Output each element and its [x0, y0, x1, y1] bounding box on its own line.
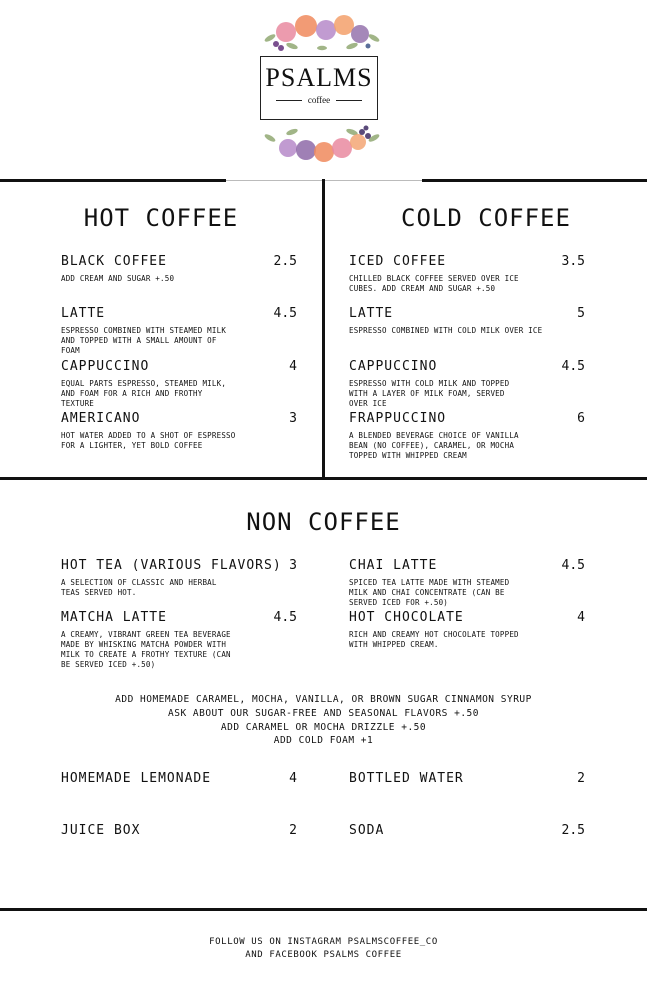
logo-divider-left: [276, 100, 302, 101]
item-price: 5: [577, 306, 585, 321]
item-name: ICED COFFEE: [349, 254, 447, 269]
floral-wreath-bottom: [262, 124, 382, 170]
item-price: 3.5: [561, 254, 585, 269]
item-description: A BLENDED BEVERAGE CHOICE OF VANILLA BEAN (NO COFFEE), CARAMEL, OR MOCHA TOPPED WITH WHIPPED CREAM: [349, 431, 519, 460]
item-description: CHILLED BLACK COFFEE SERVED OVER ICE CUBES. ADD CREAM AND SUGAR +.50: [349, 274, 519, 293]
item-name: AMERICANO: [61, 411, 141, 426]
addon-line: ASK ABOUT OUR SUGAR-FREE AND SEASONAL FLAVORS +.50: [168, 708, 479, 719]
item-name: LATTE: [349, 306, 394, 321]
item-description: RICH AND CREAMY HOT CHOCOLATE TOPPED WITH WHIPPED CREAM.: [349, 630, 519, 649]
item-price: 4: [289, 771, 297, 786]
logo-divider-right: [336, 100, 362, 101]
item-price: 2: [577, 771, 585, 786]
item-description: ADD CREAM AND SUGAR +.50: [61, 274, 175, 283]
item-description: EQUAL PARTS ESPRESSO, STEAMED MILK, AND FOAM FOR A RICH AND FROTHY TEXTURE: [61, 379, 227, 408]
item-description: HOT WATER ADDED TO A SHOT OF ESPRESSO FOR A LIGHTER, YET BOLD COFFEE: [61, 431, 236, 450]
item-price: 4.5: [561, 359, 585, 374]
item-name: SODA: [349, 823, 385, 838]
item-name: MATCHA LATTE: [61, 610, 167, 625]
logo: [260, 56, 378, 120]
item-description: ESPRESSO WITH COLD MILK AND TOPPED WITH A LAYER OF MILK FOAM, SERVED OVER ICE: [349, 379, 510, 408]
addon-line: ADD COLD FOAM +1: [273, 735, 374, 746]
hot-coffee-title: HOT COFFEE: [83, 204, 239, 232]
addon-line: ADD CARAMEL OR MOCHA DRIZZLE +.50: [220, 722, 427, 733]
item-price: 4.5: [273, 610, 297, 625]
item-description: ESPRESSO COMBINED WITH COLD MILK OVER ICE: [349, 326, 543, 335]
item-price: 2.5: [273, 254, 297, 269]
divider-bottom: [0, 908, 647, 911]
item-name: JUICE BOX: [61, 823, 141, 838]
footer-instagram: FOLLOW US ON INSTAGRAM PSALMSCOFFEE_CO: [209, 937, 438, 947]
item-name: LATTE: [61, 306, 106, 321]
addon-line: ADD HOMEMADE CARAMEL, MOCHA, VANILLA, OR BROWN SUGAR CINNAMON SYRUP: [115, 694, 532, 705]
item-name: HOMEMADE LEMONADE: [61, 771, 212, 786]
footer-facebook: AND FACEBOOK PSALMS COFFEE: [245, 950, 402, 960]
item-name: BOTTLED WATER: [349, 771, 464, 786]
item-price: 6: [577, 411, 585, 426]
logo-subtitle: coffee: [307, 95, 331, 105]
item-description: SPICED TEA LATTE MADE WITH STEAMED MILK AND CHAI CONCENTRATE (CAN BE SERVED ICED FOR +.50): [349, 578, 510, 607]
divider-top-right: [422, 179, 647, 182]
item-name: HOT CHOCOLATE: [349, 610, 464, 625]
item-name: CAPPUCCINO: [61, 359, 150, 374]
item-name: FRAPPUCCINO: [349, 411, 447, 426]
item-description: A SELECTION OF CLASSIC AND HERBAL TEAS SERVED HOT.: [61, 578, 217, 597]
item-description: ESPRESSO COMBINED WITH STEAMED MILK AND TOPPED WITH A SMALL AMOUNT OF FOAM: [61, 326, 227, 355]
item-price: 4: [577, 610, 585, 625]
divider-top-left: [0, 179, 226, 182]
item-price: 2: [289, 823, 297, 838]
cold-coffee-title: COLD COFFEE: [401, 204, 571, 232]
logo-name: PSALMS: [265, 63, 373, 92]
item-description: A CREAMY, VIBRANT GREEN TEA BEVERAGE MADE BY WHISKING MATCHA POWDER WITH MILK TO CREATE A FROTHY TEXTURE (CAN BE SERVED ICED +.50): [61, 630, 231, 669]
item-price: 3: [289, 411, 297, 426]
non-coffee-title: NON COFFEE: [246, 508, 401, 536]
item-name: CAPPUCCINO: [349, 359, 438, 374]
item-name: BLACK COFFEE: [61, 254, 167, 269]
item-name: HOT TEA (VARIOUS FLAVORS): [61, 558, 282, 573]
item-price: 4.5: [273, 306, 297, 321]
item-price: 4: [289, 359, 297, 374]
divider-middle: [0, 477, 647, 480]
item-price: 4.5: [561, 558, 585, 573]
floral-wreath-top: [262, 8, 382, 54]
item-price: 3: [289, 558, 297, 573]
item-name: CHAI LATTE: [349, 558, 438, 573]
item-price: 2.5: [561, 823, 585, 838]
